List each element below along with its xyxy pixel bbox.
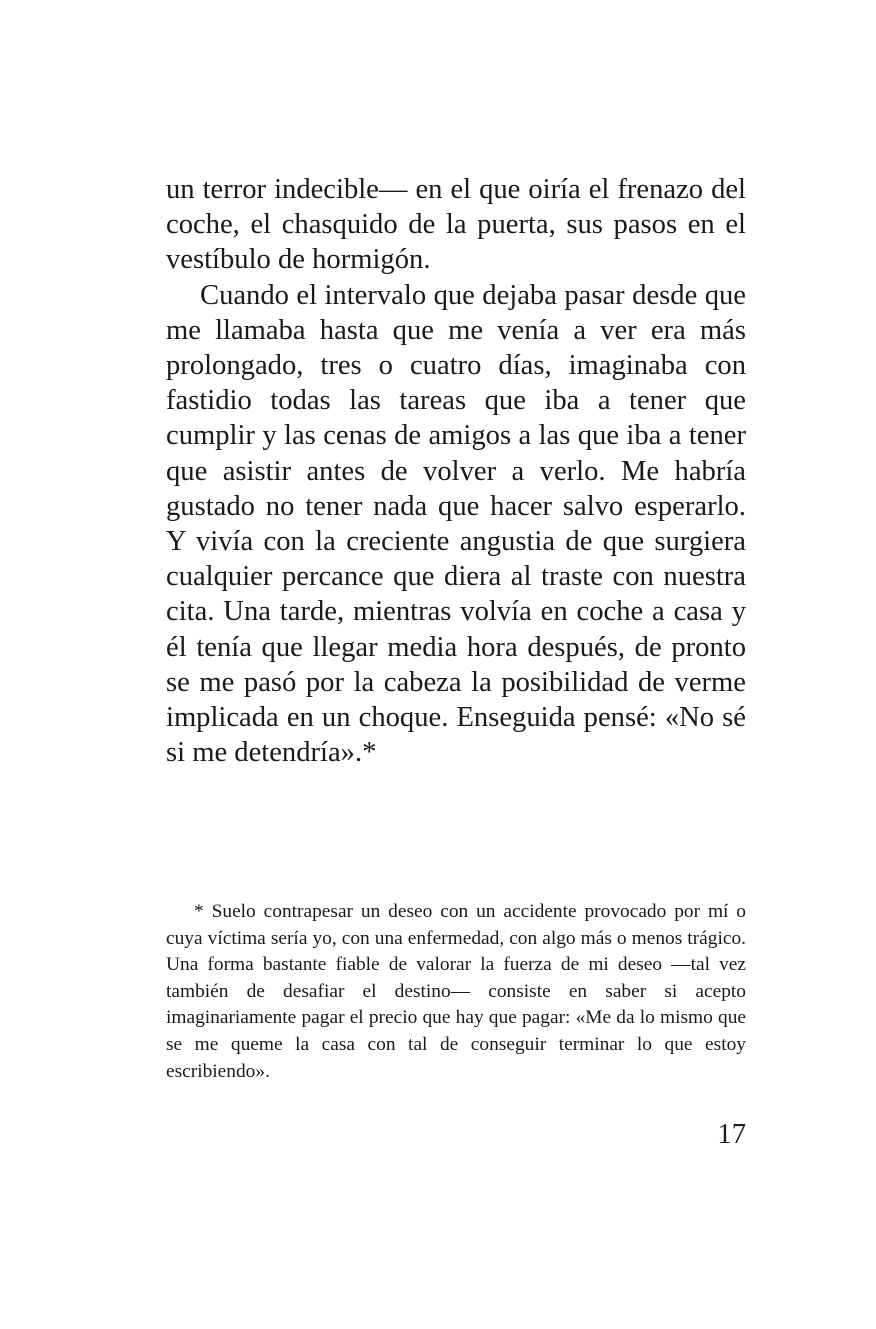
paragraph-1: un terror indecible— en el que oiría el frenazo del coche, el chasquido de la puerta, sus pasos en el vestíbulo de hormigón.	[166, 174, 746, 276]
paragraph-2: Cuando el intervalo que dejaba pasar desde que me llamaba hasta que me venía a ver era más prolongado, tres o cuatro días, imaginaba con fastidio todas las tareas que iba a tener que cumplir y las cenas de amigos a las que iba a tener que asistir antes de volver a verlo. Me habría gustado no tener nada que hacer salvo esperarlo. Y vivía con la creciente angustia de que surgiera cualquier percance que diera al traste con nuestra cita. Una tarde, mientras volvía en coche a casa y él tenía que llegar media hora después, de pronto se me pasó por la cabeza la posibilidad de verme implicada en un choque. Enseguida pensé: «No sé si me detendría».*	[166, 279, 746, 769]
page-number: 17	[717, 1119, 746, 1150]
main-text	[166, 172, 746, 770]
footnote-text: * Suelo contrapesar un deseo con un accidente provocado por mí o cuya víctima sería yo, con una enfermedad, con algo más o menos trágico. Una forma bastante fiable de valorar la fuerza de mi deseo —tal vez también de desafiar el destino— consiste en saber si acepto imaginariamente pagar el precio que hay que pagar: «Me da lo mismo que se me queme la casa con tal de conseguir terminar lo que estoy escribiendo».	[166, 901, 746, 1082]
footnote	[166, 899, 746, 1085]
